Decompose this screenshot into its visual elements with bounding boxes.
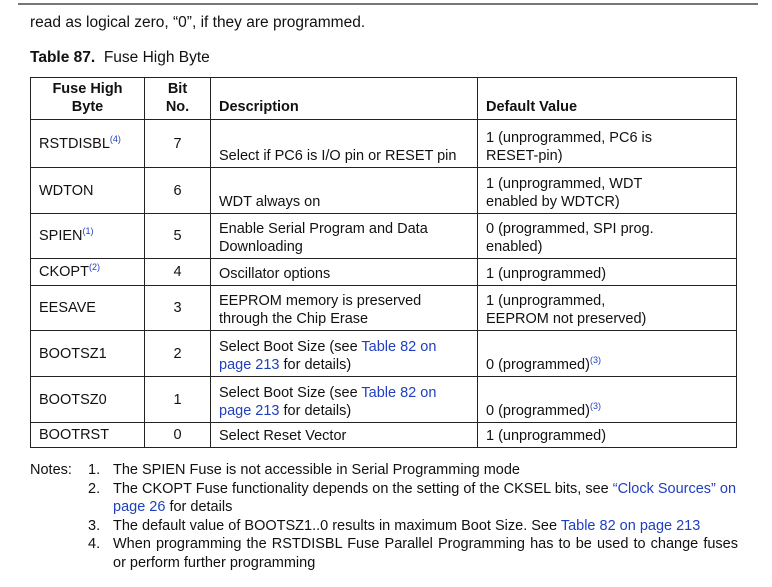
bit-number: 3 — [145, 286, 211, 331]
header-bit-no: Bit No. — [145, 78, 211, 120]
table-82-page-213-link[interactable]: Table 82 on page 213 — [560, 517, 701, 534]
fuse-name: BOOTRST — [31, 423, 145, 448]
page-213-link[interactable]: page 213 — [219, 403, 280, 419]
table-row — [31, 331, 737, 377]
default-value: 1 (unprogrammed, WDT enabled by WDTCR) — [478, 168, 737, 214]
table-row — [31, 286, 737, 331]
bit-number: 1 — [145, 377, 211, 423]
default-value: 1 (unprogrammed) — [478, 259, 737, 286]
header-default-value: Default Value — [478, 78, 737, 120]
fuse-name: BOOTSZ1 — [31, 331, 145, 377]
header-description: Description — [211, 78, 478, 120]
bit-number: 6 — [145, 168, 211, 214]
note-item: 2. The CKOPT Fuse functionality depends on the setting of the CKSEL bits, see “Clock Sources” on page 26 for details — [88, 480, 737, 515]
table-row — [31, 377, 737, 423]
footnote-ref[interactable]: (3) — [589, 355, 601, 365]
default-value: 0 (programmed)$^{(3)}$ — [478, 331, 737, 377]
fuse-description: Select Boot Size (see Table 82 on page 213 for details) — [211, 331, 478, 377]
intro-text: read as logical zero, “0”, if they are programmed. — [30, 14, 366, 31]
footnote-ref[interactable]: (1) — [82, 226, 94, 236]
fuse-name: BOOTSZ0 — [31, 377, 145, 423]
page-213-link[interactable]: page 213 — [219, 357, 280, 373]
bit-number: 0 — [145, 423, 211, 448]
fuse-description: WDT always on — [211, 168, 478, 214]
table-82-link[interactable]: Table 82 on — [361, 385, 437, 401]
fuse-name: RSTDISBL$^{(4)}$ — [31, 120, 145, 168]
table-header-row — [31, 78, 737, 120]
fuse-description: Select Boot Size (see Table 82 on page 213 for details) — [211, 377, 478, 423]
table-82-link[interactable]: Table 82 on — [361, 339, 437, 355]
fuse-description: Enable Serial Program and Data Downloading — [211, 214, 478, 259]
default-value: 1 (unprogrammed, EEPROM not preserved) — [478, 286, 737, 331]
table-row — [31, 214, 737, 259]
bit-number: 2 — [145, 331, 211, 377]
page-top-rule — [18, 3, 758, 5]
fuse-name: CKOPT$^{(2)}$ — [31, 259, 145, 286]
fuse-description: Oscillator options — [211, 259, 478, 286]
header-fuse-name: Fuse High Byte — [31, 78, 145, 120]
default-value: 0 (programmed, SPI prog. enabled) — [478, 214, 737, 259]
fuse-name: SPIEN$^{(1)}$ — [31, 214, 145, 259]
note-item: 4. When programming the RSTDISBL Fuse Parallel Programming has to be used to change fuses or perform further programming — [88, 536, 738, 571]
default-value: 1 (unprogrammed) — [478, 423, 737, 448]
table-row — [31, 120, 737, 168]
bit-number: 7 — [145, 120, 211, 168]
footnote-ref[interactable]: (2) — [88, 262, 100, 272]
footnote-ref[interactable]: (4) — [109, 133, 121, 144]
table-caption — [30, 49, 210, 67]
notes-label: Notes: — [30, 462, 72, 478]
default-value: 1 (unprogrammed, PC6 is RESET-pin) — [478, 120, 737, 168]
notes-list — [88, 461, 738, 572]
fuse-name: EESAVE — [31, 286, 145, 331]
clock-sources-link[interactable]: “Clock Sources” on page 26 — [113, 480, 737, 515]
note-item: 1. The SPIEN Fuse is not accessible in Serial Programming mode — [88, 462, 520, 478]
footnote-ref[interactable]: (3) — [589, 401, 601, 411]
table-row — [31, 423, 737, 448]
fuse-high-byte-table — [30, 77, 737, 448]
fuse-description: EEPROM memory is preserved through the Chip Erase — [211, 286, 478, 331]
fuse-name: WDTON — [31, 168, 145, 214]
bit-number: 4 — [145, 259, 211, 286]
bit-number: 5 — [145, 214, 211, 259]
fuse-description: Select Reset Vector — [211, 423, 478, 448]
note-item: 3. The default value of BOOTSZ1..0 results in maximum Boot Size. See Table 82 on page 213 — [88, 517, 701, 534]
default-value: 0 (programmed)$^{(3)}$ — [478, 377, 737, 423]
table-row — [31, 168, 737, 214]
fuse-description: Select if PC6 is I/O pin or RESET pin — [211, 120, 478, 168]
table-caption-label: Table 87. — [30, 49, 96, 66]
table-caption-title: Fuse High Byte — [103, 49, 210, 66]
table-row — [31, 259, 737, 286]
